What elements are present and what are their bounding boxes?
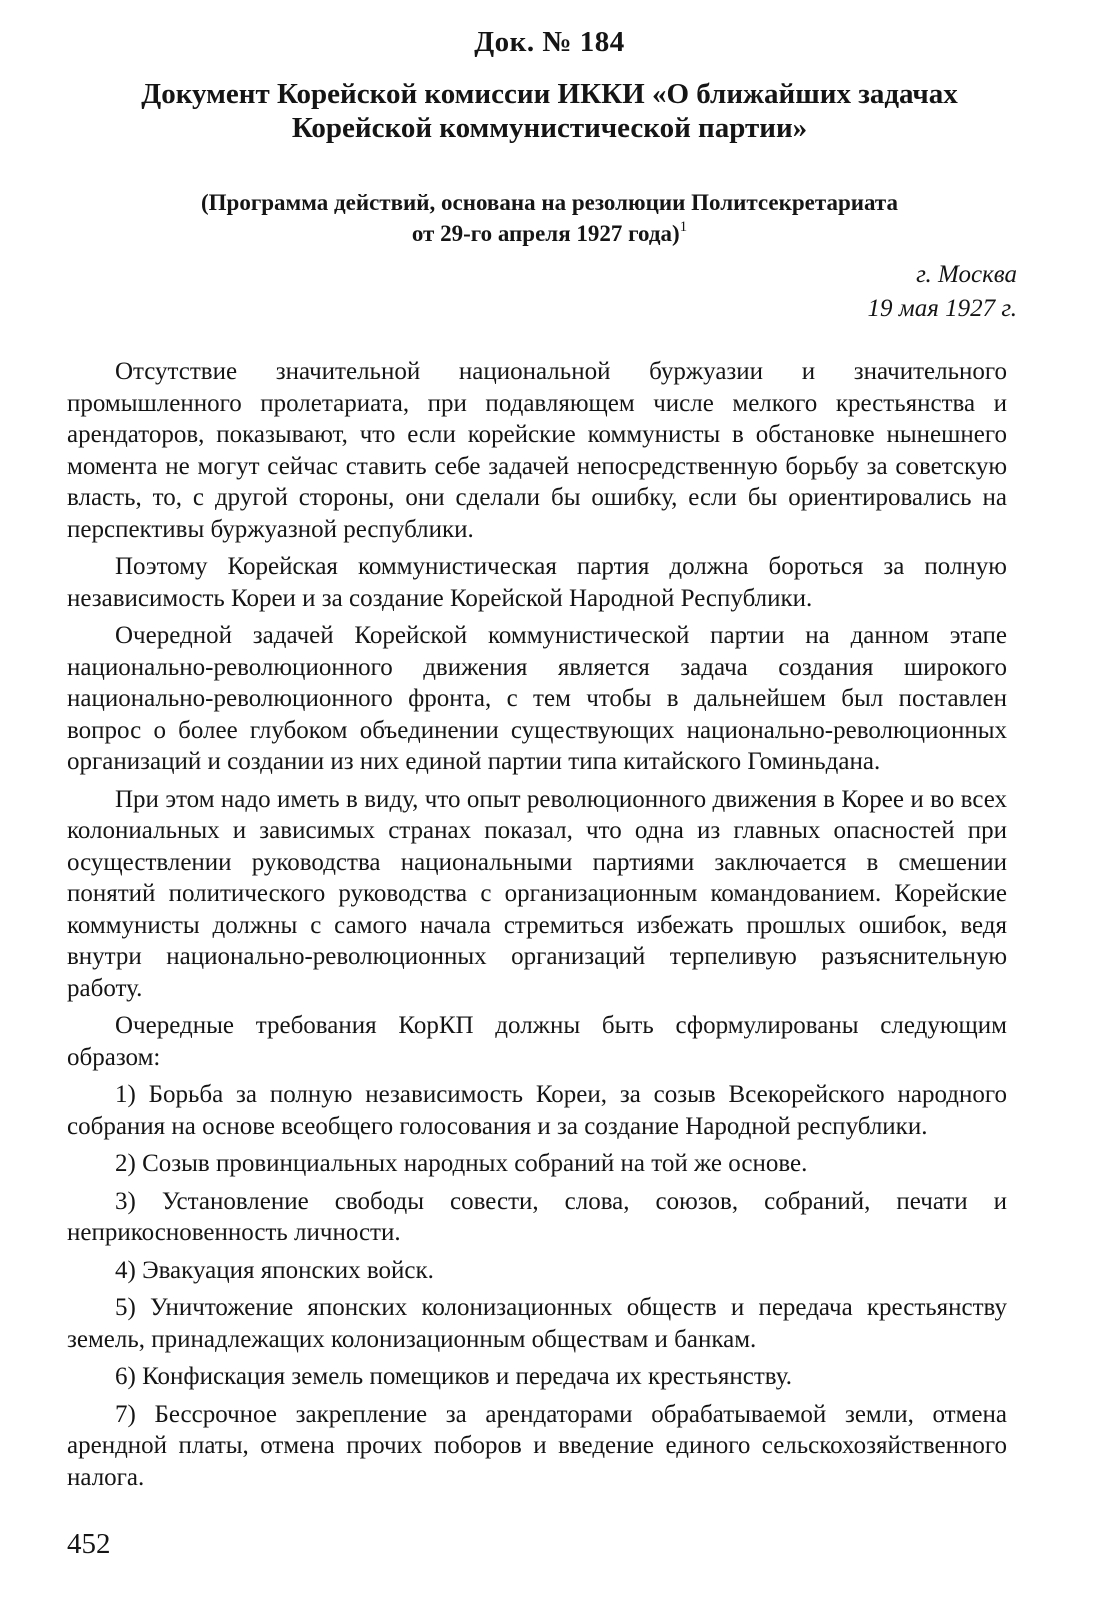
list-item: 2) Созыв провинциальных народных собраний на той же основе.	[115, 1150, 808, 1177]
document-title	[60, 77, 1039, 145]
page-number: 452	[67, 1528, 111, 1560]
document-number: Док. № 184	[474, 26, 625, 58]
footnote-marker: 1	[679, 219, 688, 235]
document-subtitle	[60, 187, 1039, 249]
list-item: 1) Борьба за полную независимость Кореи, за созыв Всекорейского народного собрания на основе всеобщего голосования и за создание Народной республики.	[67, 1081, 1007, 1140]
paragraph: Отсутствие значительной национальной буржуазии и значительного промышленного пролетариата, при подавляющем числе мелкого крестьянства и арендаторов, показывают, что если корейские коммунисты в обстановке нынешнего момента не могут сейчас ставить себе задачей непосредственную борьбу за советскую власть, то, с другой стороны, они сделали бы ошибку, если бы ориентировались на перспективы буржуазной республики.	[67, 358, 1007, 543]
subtitle-line-2-text: от 29-го апреля 1927 года)	[411, 221, 680, 246]
paragraph: Поэтому Корейская коммунистическая партия должна бороться за полную независимость Кореи и за создание Корейской Народной Республики.	[67, 553, 1007, 612]
list-item: 3) Установление свободы совести, слова, союзов, собраний, печати и неприкосновенность личности.	[67, 1187, 1007, 1246]
document-body	[67, 356, 1007, 1499]
paragraph: Очередной задачей Корейской коммунистической партии на данном этапе национально-революционного движения является задача создания широкого национально-революционного фронта, с тем чтобы в дальнейшем был поставлен вопрос о более глубоком объединении существующих национально-революционных организаций и создании из них единой партии типа китайского Гоминьдана.	[67, 622, 1007, 775]
date: 19 мая 1927 г.	[867, 295, 1017, 322]
subtitle-line-1: (Программа действий, основана на резолюции Политсекретариата	[200, 190, 898, 215]
paragraph: При этом надо иметь в виду, что опыт революционного движения в Корее и во всех колониальных и зависимых странах показал, что одна из главных опасностей при осуществлении руководства национальными партиями заключается в смешении понятий политического руководства с организационным командованием. Корейские коммунисты должны с самого начала стремиться избежать прошлых ошибок, ведя внутри национально-революционных организаций терпеливую разъяснительную работу.	[67, 785, 1007, 1002]
title-line-2: Корейской коммунистической партии»	[291, 112, 808, 144]
list-item: 7) Бессрочное закрепление за арендаторами обрабатываемой земли, отмена арендной платы, отмена прочих поборов и введение единого сельскохозяйственного налога.	[67, 1400, 1007, 1491]
list-item: 6) Конфискация земель помещиков и передача их крестьянству.	[115, 1363, 792, 1390]
subtitle-line-2	[60, 218, 1039, 249]
place-and-date	[868, 258, 1018, 326]
paragraph: Очередные требования КорКП должны быть сформулированы следующим образом:	[67, 1012, 1007, 1071]
place: г. Москва	[916, 261, 1017, 288]
list-item: 4) Эвакуация японских войск.	[115, 1256, 434, 1284]
title-line-1: Документ Корейской комиссии ИККИ «О ближайших задачах	[141, 78, 958, 110]
list-item: 5) Уничтожение японских колонизационных обществ и передача крестьянству земель, принадлежащих колонизационным обществам и банкам.	[67, 1294, 1007, 1353]
